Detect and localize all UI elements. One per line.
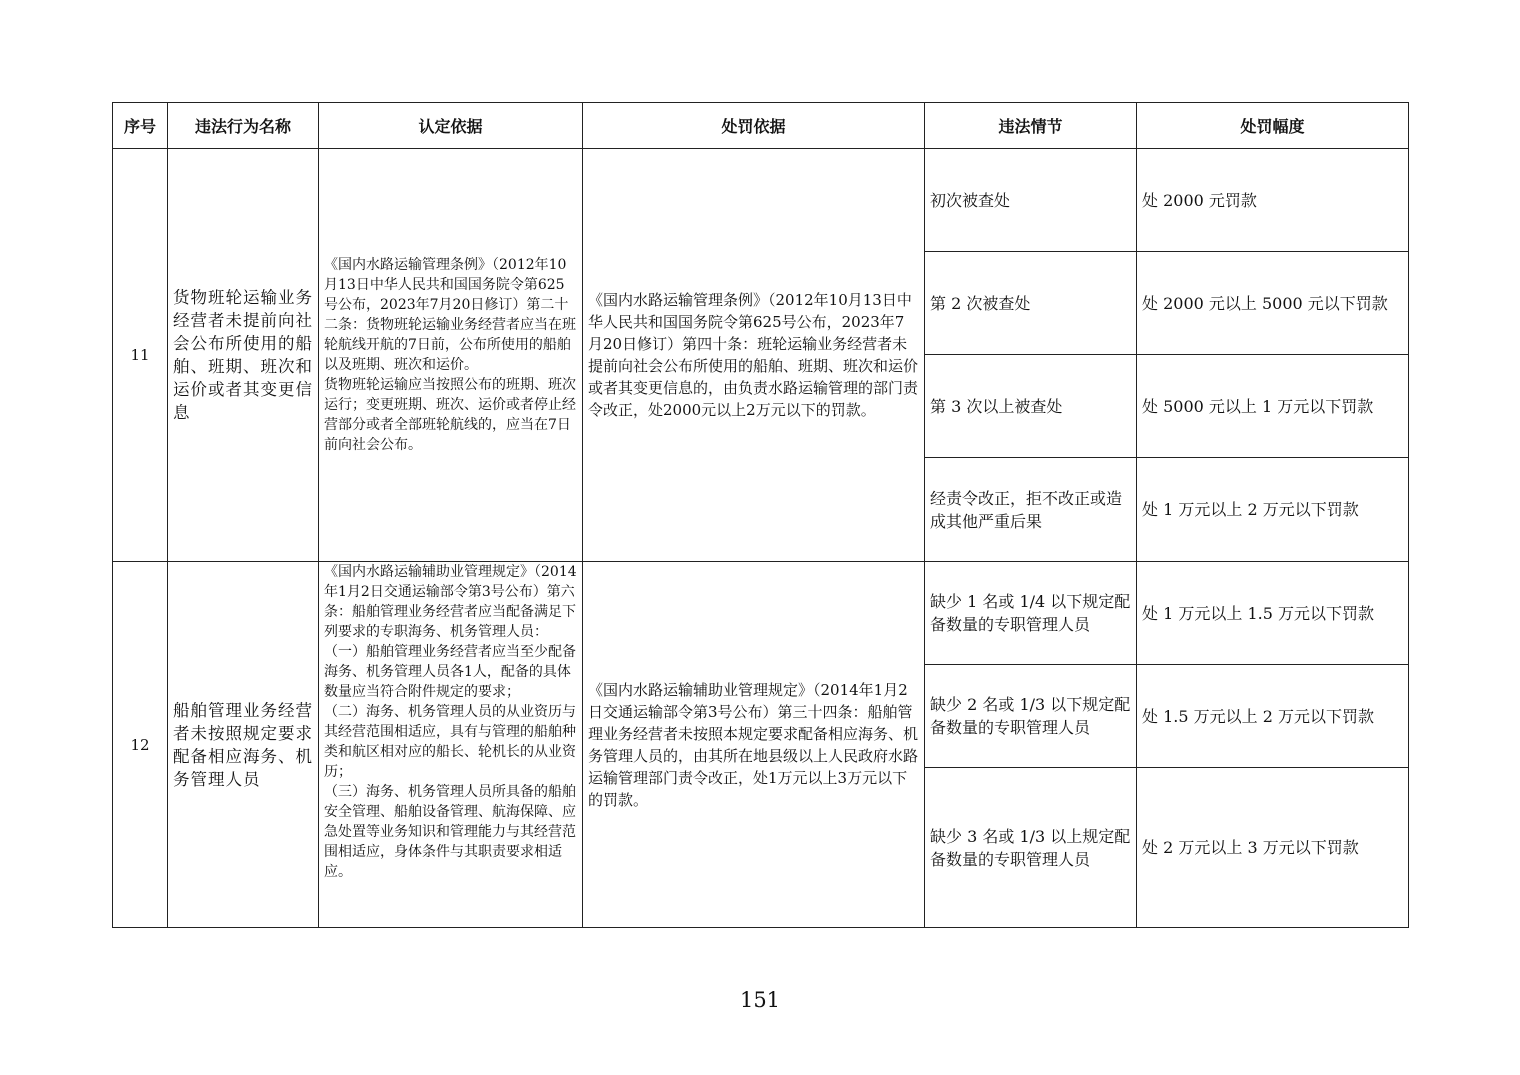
row-12-tier-2-range: 处 1.5 万元以上 2 万元以下罚款 [1137, 665, 1409, 768]
row-11-tier-3-range: 处 5000 元以上 1 万元以下罚款 [1137, 355, 1409, 458]
row-11-tier-1-circumstance: 初次被查处 [925, 149, 1137, 252]
row-11-name: 货物班轮运输业务经营者未提前向社会公布所使用的船舶、班期、班次和运价或者其变更信息 [168, 149, 319, 562]
penalty-table [112, 102, 1409, 928]
row-11-tier-2-range: 处 2000 元以上 5000 元以下罚款 [1137, 252, 1409, 355]
row-11-tier-2-circumstance: 第 2 次被查处 [925, 252, 1137, 355]
header-row [113, 103, 1409, 149]
header-basis: 认定依据 [319, 103, 583, 149]
header-range: 处罚幅度 [1137, 103, 1409, 149]
row-12-tier-3-circumstance: 缺少 3 名或 1/3 以上规定配备数量的专职管理人员 [925, 768, 1137, 928]
row-11-tier-3-circumstance: 第 3 次以上被查处 [925, 355, 1137, 458]
page-number: 151 [739, 988, 781, 1012]
table-row [113, 149, 1409, 252]
row-12-tier-1-range: 处 1 万元以上 1.5 万元以下罚款 [1137, 562, 1409, 665]
penalty-table-sheet [112, 102, 1408, 928]
row-11-basis-para: 货物班轮运输应当按照公布的班期、班次运行；变更班期、班次、运价或者停止经营部分或者全部班轮航线的，应当在7日前向社会公布。 [324, 377, 576, 453]
row-12-basis-para: （一）船舶管理业务经营者应当至少配备海务、机务管理人员各1人，配备的具体数量应当符合附件规定的要求； [324, 644, 576, 700]
row-11-tier-4-circumstance: 经责令改正，拒不改正或造成其他严重后果 [925, 458, 1137, 562]
row-12-seq: 12 [113, 562, 168, 928]
row-12-tier-3-range: 处 2 万元以上 3 万元以下罚款 [1137, 768, 1409, 928]
row-12-tier-2-circumstance: 缺少 2 名或 1/3 以下规定配备数量的专职管理人员 [925, 665, 1137, 768]
row-11-punish-basis: 《国内水路运输管理条例》（2012年10月13日中华人民共和国国务院令第625号公布，2023年7月20日修订）第四十条：班轮运输业务经营者未提前向社会公布所使用的船舶、班期、班次和运价或者其变更信息的，由负责水路运输管理的部门责令改正，处2000元以上2万元以下的罚款。 [583, 149, 925, 562]
row-12-punish-basis: 《国内水路运输辅助业管理规定》（2014年1月2日交通运输部令第3号公布）第三十四条：船舶管理业务经营者未按照本规定要求配备相应海务、机务管理人员的，由其所在地县级以上人民政府水路运输管理部门责令改正，处1万元以上3万元以下的罚款。 [583, 562, 925, 928]
header-name: 违法行为名称 [168, 103, 319, 149]
row-12-basis [319, 562, 583, 928]
row-12-basis-para: 《国内水路运输辅助业管理规定》（2014年1月2日交通运输部令第3号公布）第六条：船舶管理业务经营者应当配备满足下列要求的专职海务、机务管理人员： [324, 564, 577, 640]
row-12-basis-para: （二）海务、机务管理人员的从业资历与其经营范围相适应，具有与管理的船舶种类和航区相对应的船长、轮机长的从业资历； [324, 704, 576, 780]
row-11-tier-1-range: 处 2000 元罚款 [1137, 149, 1409, 252]
row-11-seq: 11 [113, 149, 168, 562]
table-row [113, 562, 1409, 665]
row-12-tier-1-circumstance: 缺少 1 名或 1/4 以下规定配备数量的专职管理人员 [925, 562, 1137, 665]
header-punish-basis: 处罚依据 [583, 103, 925, 149]
row-11-basis [319, 149, 583, 562]
row-12-basis-para: （三）海务、机务管理人员所具备的船舶安全管理、船舶设备管理、航海保障、应急处置等业务知识和管理能力与其经营范围相适应，身体条件与其职责要求相适应。 [324, 784, 576, 880]
header-seq: 序号 [113, 103, 168, 149]
row-11-basis-para: 《国内水路运输管理条例》（2012年10月13日中华人民共和国国务院令第625号公布，2023年7月20日修订）第二十二条：货物班轮运输业务经营者应当在班轮航线开航的7日前，公布所使用的船舶以及班期、班次和运价。 [324, 257, 576, 373]
header-circumstance: 违法情节 [925, 103, 1137, 149]
row-11-tier-4-range: 处 1 万元以上 2 万元以下罚款 [1137, 458, 1409, 562]
row-12-name: 船舶管理业务经营者未按照规定要求配备相应海务、机务管理人员 [168, 562, 319, 928]
